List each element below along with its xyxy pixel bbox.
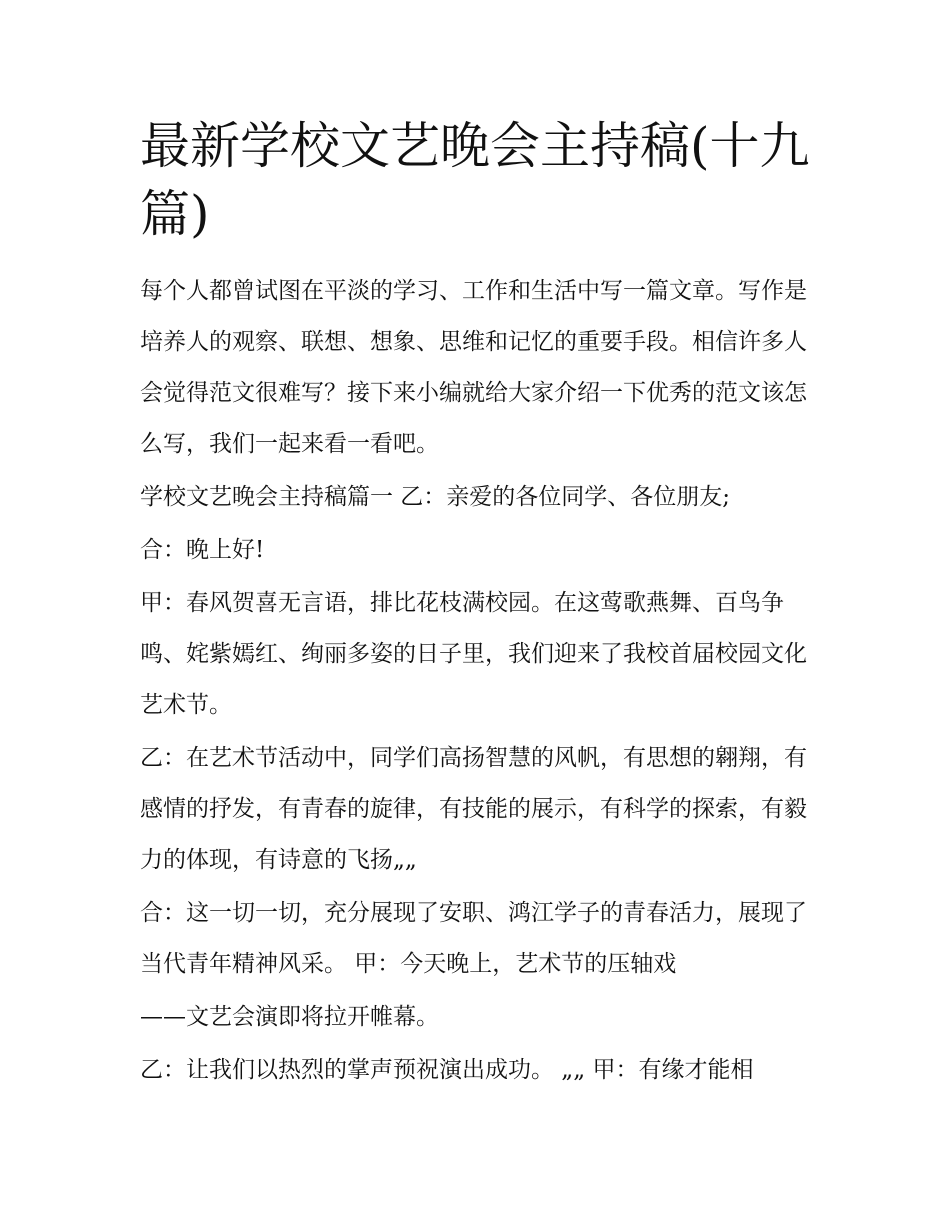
document-title: 最新学校文艺晚会主持稿(十九篇) — [140, 117, 810, 243]
intro-paragraph: 每个人都曾试图在平淡的学习、工作和生活中写一篇文章。写作是培养人的观察、联想、想象、思维和记忆的重要手段。相信许多人会觉得范文很难写？接下来小编就给大家介绍一下优秀的范文该怎么写，我们一起来看一看吧。 — [140, 278, 807, 457]
dialogue-line: 合：晚上好! — [140, 537, 265, 563]
document-body — [140, 112, 812, 1098]
dialogue-line: 合：这一切一切，充分展现了安职、鸿江学子的青春活力，展现了当代青年精神风采。 甲：今天晚上，艺术节的压轴戏 — [140, 900, 807, 977]
dialogue-line: 乙：在艺术节活动中，同学们高扬智慧的风帆，有思想的翱翔，有感情的抒发，有青春的旋律，有技能的展示，有科学的探索，有毅力的体现，有诗意的飞扬„„ — [140, 745, 807, 873]
dialogue-line: 乙：让我们以热烈的掌声预祝演出成功。 „„ 甲：有缘才能相 — [140, 1057, 754, 1083]
dialogue-line: 甲：春风贺喜无言语，排比花枝满校园。在这莺歌燕舞、百鸟争鸣、姹紫嫣红、绚丽多姿的日子里，我们迎来了我校首届校园文化艺术节。 — [140, 590, 807, 718]
dialogue-line: ——文艺会演即将拉开帷幕。 — [140, 1004, 439, 1030]
section-heading-line: 学校文艺晚会主持稿篇一 乙：亲爱的各位同学、各位朋友; — [140, 484, 731, 510]
